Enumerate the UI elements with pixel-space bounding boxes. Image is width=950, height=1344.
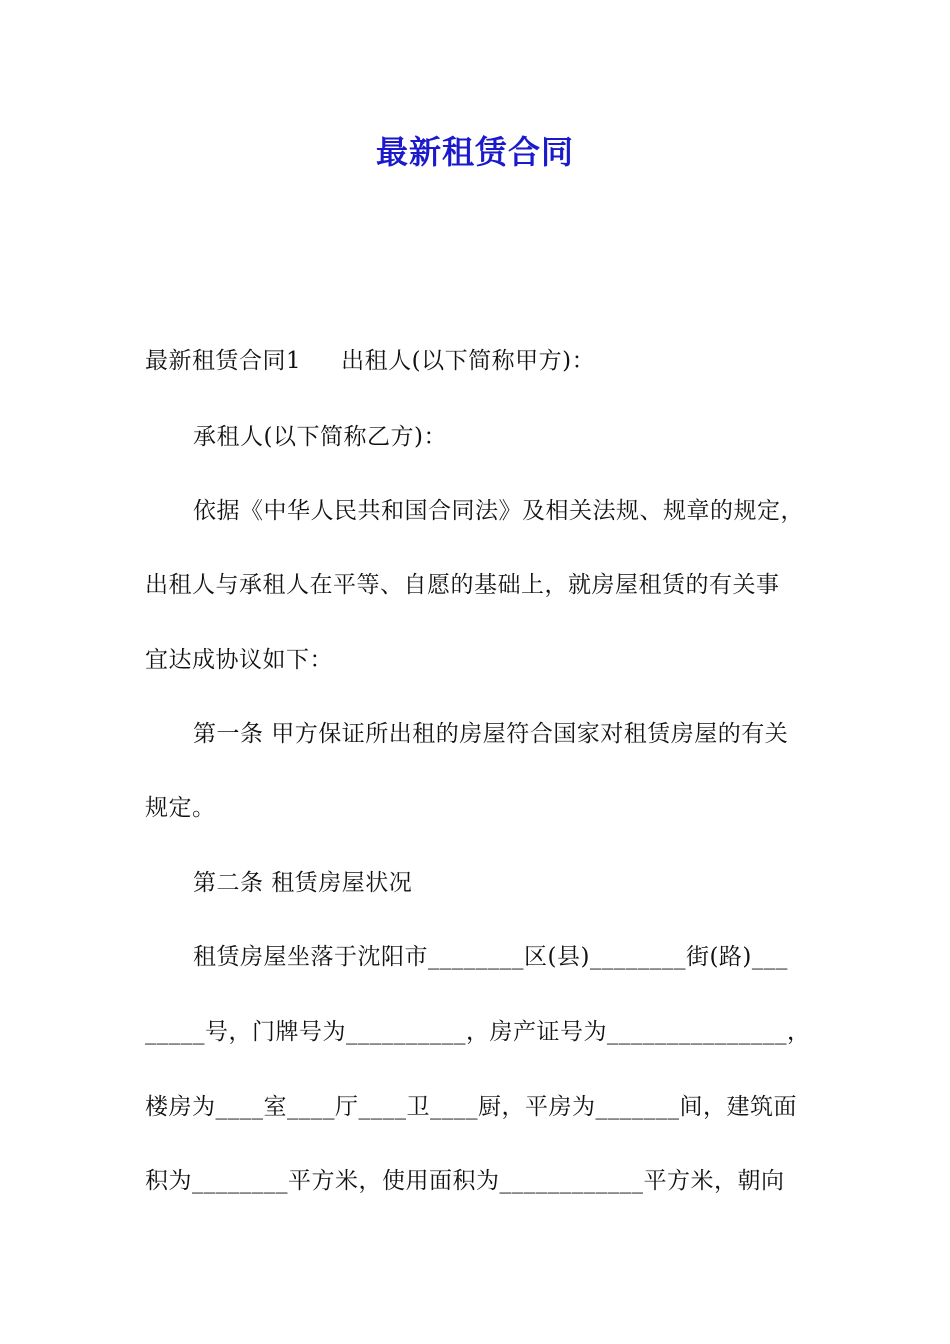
paragraph-line: _____号，门牌号为__________，房产证号为_______________，: [145, 1019, 811, 1045]
paragraph-line: 宜达成协议如下：: [145, 647, 333, 673]
paragraph-line: 积为________平方米，使用面积为____________平方米，朝向: [145, 1168, 785, 1194]
paragraph-line: 楼房为____室____厅____卫____厨，平房为_______间，建筑面: [145, 1094, 797, 1120]
document-title: 最新租赁合同: [375, 133, 574, 171]
lessee-label: 承租人(以下简称乙方)：: [193, 424, 447, 450]
lessor-label: 出租人(以下简称甲方)：: [341, 348, 596, 374]
paragraph-line: 出租人与承租人在平等、自愿的基础上，就房屋租赁的有关事: [145, 572, 780, 598]
paragraph-line: 第一条 甲方保证所出租的房屋符合国家对租赁房屋的有关: [193, 721, 789, 747]
paragraph-line: 依据《中华人民共和国合同法》及相关法规、规章的规定，: [193, 498, 804, 524]
paragraph-line: 规定。: [145, 795, 216, 821]
section-heading: 第二条 租赁房屋状况: [193, 870, 413, 896]
document-line-heading: [145, 343, 595, 379]
paragraph-line: 租赁房屋坐落于沈阳市________区(县)________街(路)___: [193, 944, 788, 970]
contract-number: 最新租赁合同1: [145, 348, 302, 374]
